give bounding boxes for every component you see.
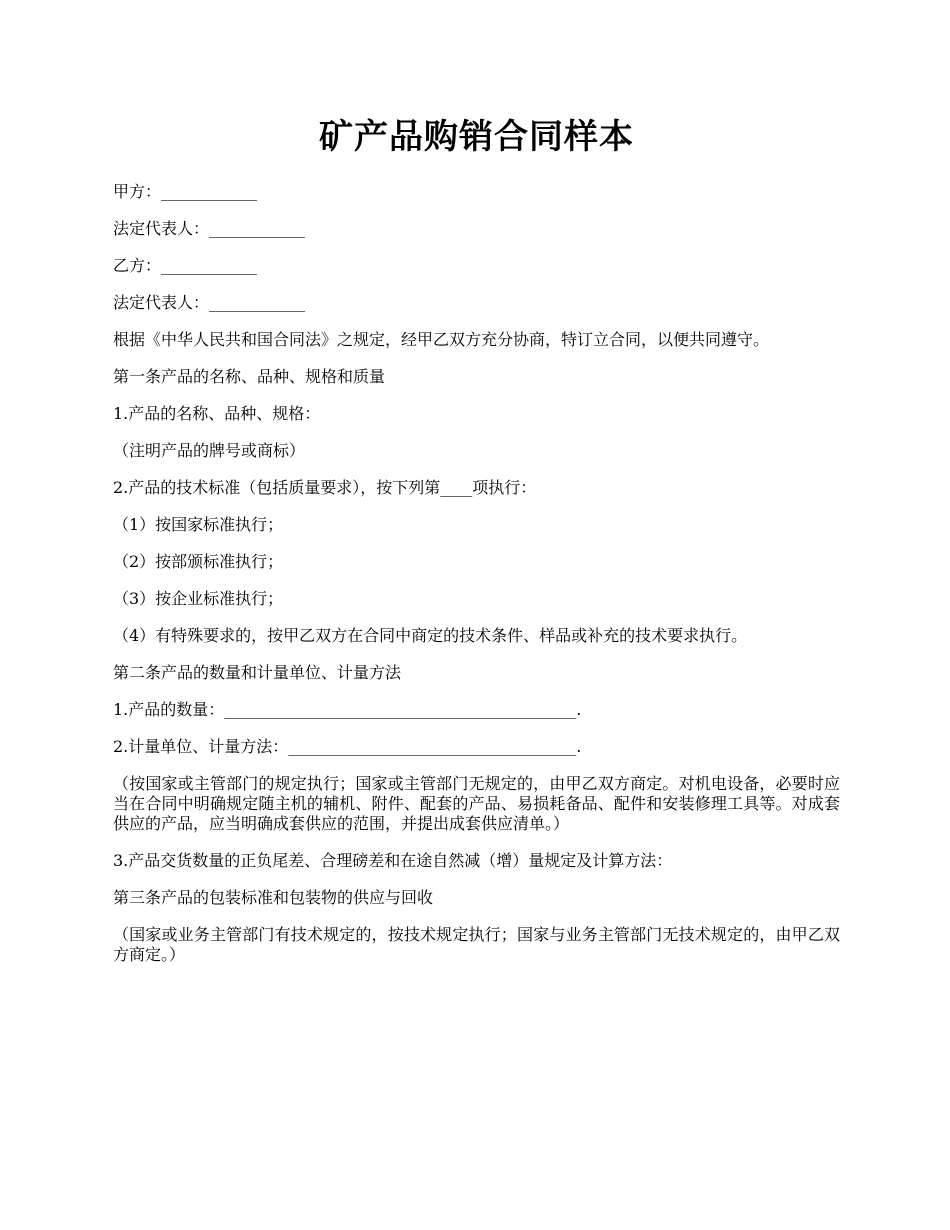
article-2-item-3: 3.产品交货数量的正负尾差、合理磅差和在途自然减（增）量规定及计算方法： — [113, 851, 673, 870]
article-2-item-1: 1.产品的数量：____________________________________________. — [113, 700, 582, 719]
article-3-heading: 第三条产品的包装标准和包装物的供应与回收 — [113, 888, 434, 907]
article-2-note: （按国家或主管部门的规定执行；国家或主管部门无规定的，由甲乙双方商定。对机电设备，必要时应当在合同中明确规定随主机的辅机、附件、配套的产品、易损耗备品、配件和安装修理工具等。对成套供应的产品，应当明确成套供应的范围，并提出成套供应清单。） — [113, 774, 840, 833]
article-3-note: （国家或业务主管部门有技术规定的，按技术规定执行；国家与业务主管部门无技术规定的，由甲乙双方商定。） — [113, 925, 840, 964]
party-a-representative-line: 法定代表人：____________ — [113, 219, 306, 238]
standard-option-3: （3）按企业标准执行； — [113, 589, 284, 608]
article-1-note: （注明产品的牌号或商标） — [113, 441, 306, 460]
standard-option-4: （4）有特殊要求的，按甲乙双方在合同中商定的技术条件、样品或补充的技术要求执行。 — [113, 626, 748, 645]
article-1-item-2: 2.产品的技术标准（包括质量要求），按下列第____项执行： — [113, 478, 537, 497]
standard-option-1: （1）按国家标准执行； — [113, 515, 284, 534]
article-1-heading: 第一条产品的名称、品种、规格和质量 — [113, 367, 386, 386]
standard-option-2: （2）按部颁标准执行； — [113, 552, 284, 571]
article-2-item-2: 2.计量单位、计量方法：____________________________________. — [113, 737, 582, 756]
article-2-heading: 第二条产品的数量和计量单位、计量方法 — [113, 663, 402, 682]
document-title: 矿产品购销合同样本 — [319, 117, 634, 157]
party-b-representative-line: 法定代表人：____________ — [113, 293, 306, 312]
party-a-line: 甲方：____________ — [113, 182, 258, 201]
article-1-item-1: 1.产品的名称、品种、规格： — [113, 404, 321, 423]
preamble-paragraph: 根据《中华人民共和国合同法》之规定，经甲乙双方充分协商，特订立合同，以便共同遵守。 — [113, 330, 770, 349]
party-b-line: 乙方：____________ — [113, 256, 258, 275]
